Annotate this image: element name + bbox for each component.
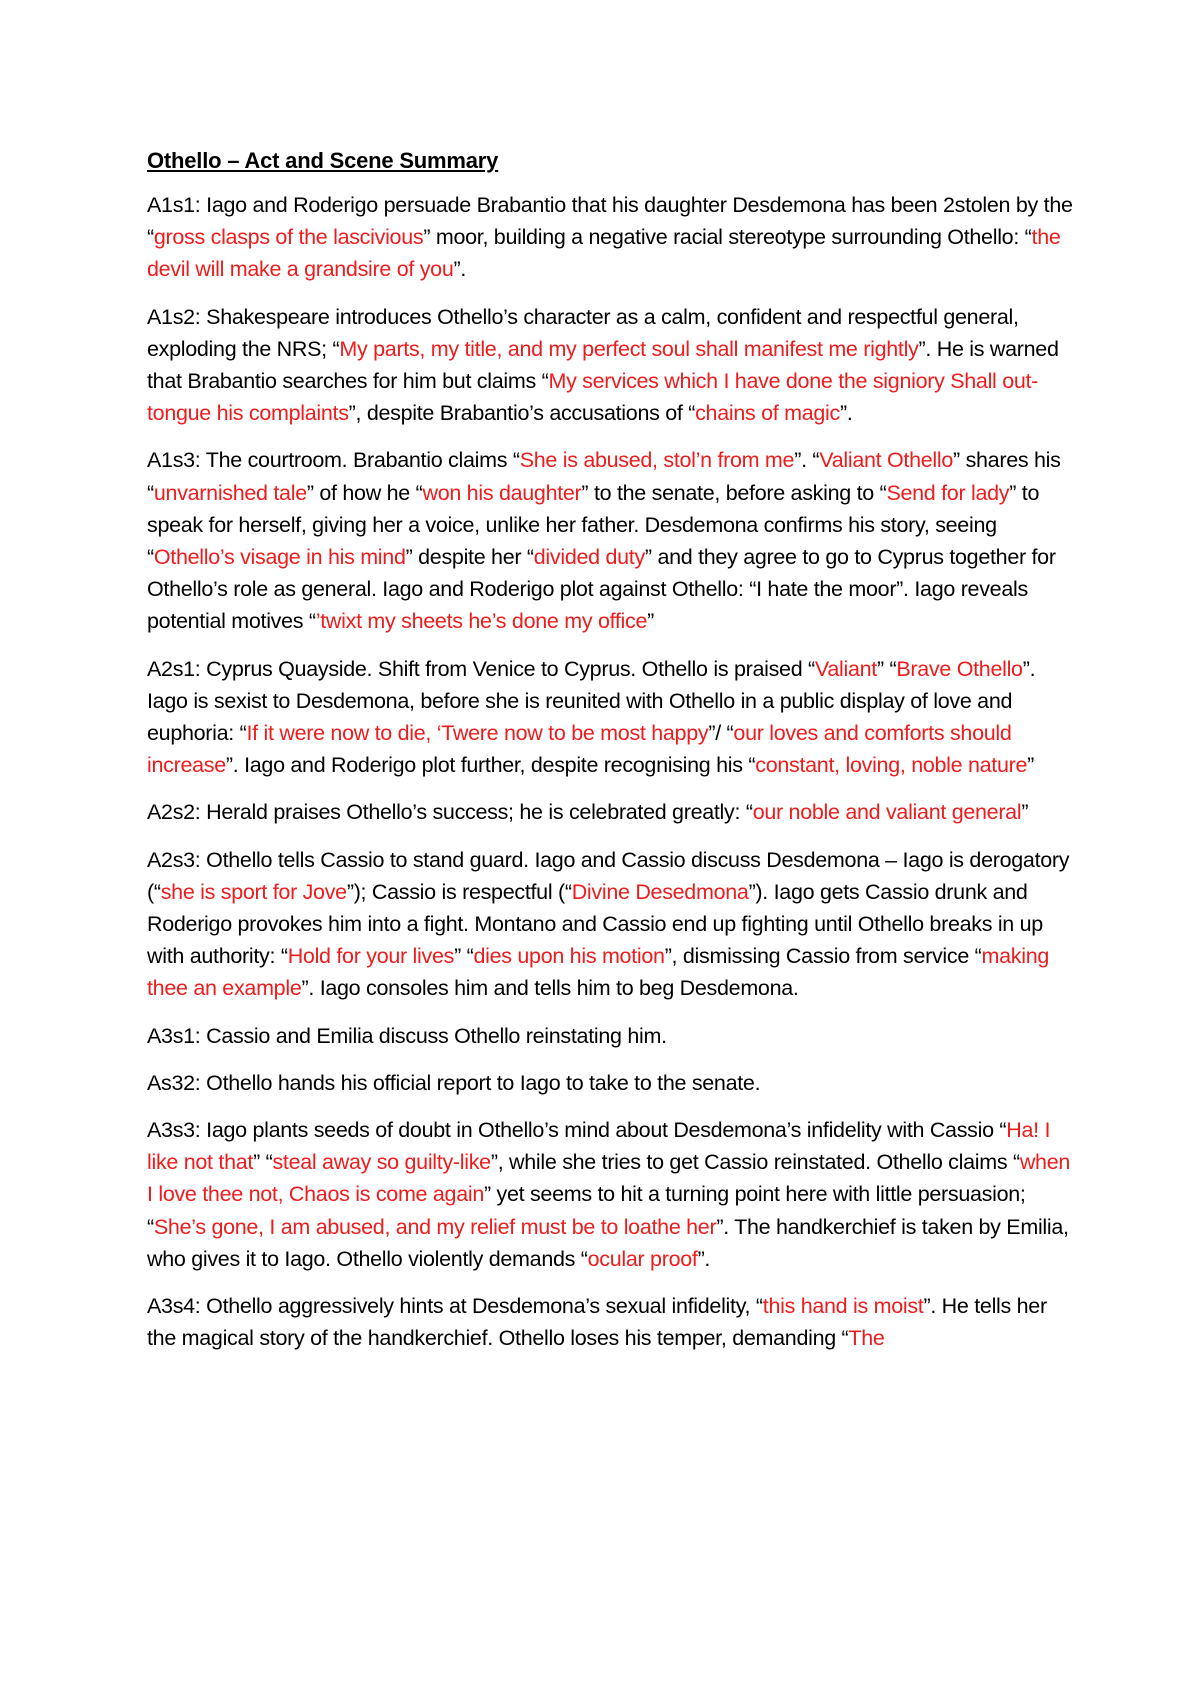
summary-text: A2s3: Othello tells Cassio to stand guard. Iago and Cassio discuss Desdemona – Iago is derogatory (“ xyxy=(147,847,1070,904)
quotation: She is abused, stol’n from me xyxy=(519,448,795,473)
summary-text: A1s2: Shakespeare introduces Othello’s character as a calm, confident and respectful general, exploding the NRS; “ xyxy=(147,304,1019,361)
summary-text: ” moor, building a negative racial stereotype surrounding Othello: “ xyxy=(423,225,1032,250)
quotation: Send for lady xyxy=(886,480,1010,505)
summary-text: ”. xyxy=(839,401,853,426)
scene-summary-a3s1 xyxy=(147,1020,1077,1052)
summary-text: ”). Iago gets Cassio drunk and Roderigo provokes him into a fight. Montano and Cassio end up fighting until Othello breaks in up with authority: “ xyxy=(147,879,1043,969)
quotation: our noble and valiant general xyxy=(752,800,1022,825)
summary-text: ” yet seems to hit a turning point here with little persuasion; “ xyxy=(147,1182,1026,1239)
quotation: The xyxy=(848,1326,885,1351)
scene-summary-a2s2 xyxy=(147,796,1077,828)
summary-text: ”. The handkerchief is taken by Emilia, who gives it to Iago. Othello violently demands “ xyxy=(147,1214,1069,1271)
quotation: our loves and comforts should increase xyxy=(147,721,1012,778)
summary-text: A1s1: Iago and Roderigo persuade Brabantio that his daughter Desdemona has been 2stolen by the “ xyxy=(147,193,1073,250)
summary-text: ” of how he “ xyxy=(306,480,423,505)
quotation: Brave Othello xyxy=(896,656,1023,681)
quotation: Valiant xyxy=(814,656,877,681)
summary-text: ”. He is warned that Brabantio searches for him but claims “ xyxy=(147,336,1059,394)
quotation: chains of magic xyxy=(695,401,840,426)
quotation: Divine Desedmona xyxy=(571,879,749,904)
summary-text: ” to the senate, before asking to “ xyxy=(581,480,887,505)
quotation: Hold for your lives xyxy=(287,944,455,969)
summary-text: A3s4: Othello aggressively hints at Desdemona’s sexual infidelity, “ xyxy=(147,1294,763,1319)
summary-text: ”. He tells her the magical story of the handkerchief. Othello loses his temper, demanding “ xyxy=(147,1294,1047,1351)
scene-summary-a3s4 xyxy=(147,1290,1077,1354)
quotation: gross clasps of the lascivious xyxy=(153,225,424,250)
summary-text: ” to speak for herself, giving her a voice, unlike her father. Desdemona confirms his story, seeing “ xyxy=(147,480,1040,570)
summary-text: ” and they agree to go to Cyprus together for Othello’s role as general. Iago and Roderigo plot against Othello: “I hate the moor”. Iago reveals potential motives “ xyxy=(147,545,1056,634)
quotation: Othello’s visage in his mind xyxy=(153,545,406,570)
scene-summary-a1s1 xyxy=(147,189,1077,286)
summary-text: ”. Iago and Roderigo plot further, despite recognising his “ xyxy=(225,753,756,778)
quotation: constant, loving, noble nature xyxy=(755,753,1028,778)
summary-text: ”. “ xyxy=(794,448,820,473)
summary-text: ”. xyxy=(453,257,467,282)
summary-text: ” “ xyxy=(253,1150,273,1175)
quotation: My parts, my title, and my perfect soul shall manifest me rightly xyxy=(339,336,919,361)
summary-text: ” despite her “ xyxy=(405,545,534,570)
summary-text: ”. Iago is sexist to Desdemona, before she is reunited with Othello in a public display of love and euphoria: “ xyxy=(147,656,1036,746)
summary-text: ” xyxy=(1021,800,1029,825)
summary-text: ”. xyxy=(697,1246,711,1271)
quotation: If it were now to die, ‘Twere now to be most happy xyxy=(246,721,709,746)
summary-text: ”/ “ xyxy=(708,721,734,746)
summary-text: ” “ xyxy=(876,656,897,681)
summary-text: ”, dismissing Cassio from service “ xyxy=(664,944,982,969)
quotation: My services which I have done the signiory Shall out-tongue his complaints xyxy=(147,369,1039,426)
summary-text: A3s3: Iago plants seeds of doubt in Othello’s mind about Desdemona’s infidelity with Cassio “ xyxy=(147,1118,1007,1143)
summary-text: A2s1: Cyprus Quayside. Shift from Venice to Cyprus. Othello is praised “ xyxy=(147,656,815,681)
quotation: won his daughter xyxy=(422,480,582,505)
summary-text: ” shares his “ xyxy=(147,448,1061,505)
summary-text: A1s3: The courtroom. Brabantio claims “ xyxy=(147,448,520,473)
quotation: ocular proof xyxy=(587,1246,698,1271)
summary-text: ” xyxy=(1027,753,1035,778)
scene-summary-a2s1 xyxy=(147,653,1077,782)
document-title: Othello – Act and Scene Summary xyxy=(147,148,499,173)
summary-text: A3s1: Cassio and Emilia discuss Othello reinstating him. xyxy=(147,1023,667,1048)
quotation: making thee an example xyxy=(147,944,1050,1001)
scene-summary-a2s3 xyxy=(147,844,1077,1005)
summary-text: A2s2: Herald praises Othello’s success; he is celebrated greatly: “ xyxy=(147,800,753,825)
scene-summary-a1s3 xyxy=(147,444,1077,637)
quotation: ’twixt my sheets he’s done my office xyxy=(315,609,648,634)
scene-summary-a3s3 xyxy=(147,1114,1077,1275)
summary-text: ”, while she tries to get Cassio reinstated. Othello claims “ xyxy=(490,1150,1020,1175)
summary-body xyxy=(147,189,1077,1355)
summary-text: As32: Othello hands his official report to Iago to take to the senate. xyxy=(147,1070,761,1095)
quotation: Valiant Othello xyxy=(819,448,954,473)
summary-text: ”, despite Brabantio’s accusations of “ xyxy=(348,401,696,426)
summary-text: ” xyxy=(647,609,655,634)
summary-text: ”. Iago consoles him and tells him to beg Desdemona. xyxy=(301,976,799,1001)
quotation: when I love thee not, Chaos is come again xyxy=(147,1150,1071,1207)
summary-text: ”); Cassio is respectful (“ xyxy=(346,879,572,904)
summary-text: ” “ xyxy=(454,944,474,969)
quotation: She’s gone, I am abused, and my relief must be to loathe her xyxy=(153,1214,717,1239)
quotation: unvarnished tale xyxy=(153,480,307,505)
quotation: steal away so guilty-like xyxy=(272,1150,491,1175)
quotation: she is sport for Jove xyxy=(160,879,347,904)
quotation: this hand is moist xyxy=(762,1294,924,1319)
document-page xyxy=(147,146,1077,1370)
scene-summary-a1s2 xyxy=(147,301,1077,430)
quotation: the devil will make a grandsire of you xyxy=(147,225,1061,282)
quotation: divided duty xyxy=(533,545,645,570)
quotation: dies upon his motion xyxy=(473,944,665,969)
scene-summary-as32 xyxy=(147,1067,1077,1099)
quotation: Ha! I like not that xyxy=(147,1118,1051,1175)
